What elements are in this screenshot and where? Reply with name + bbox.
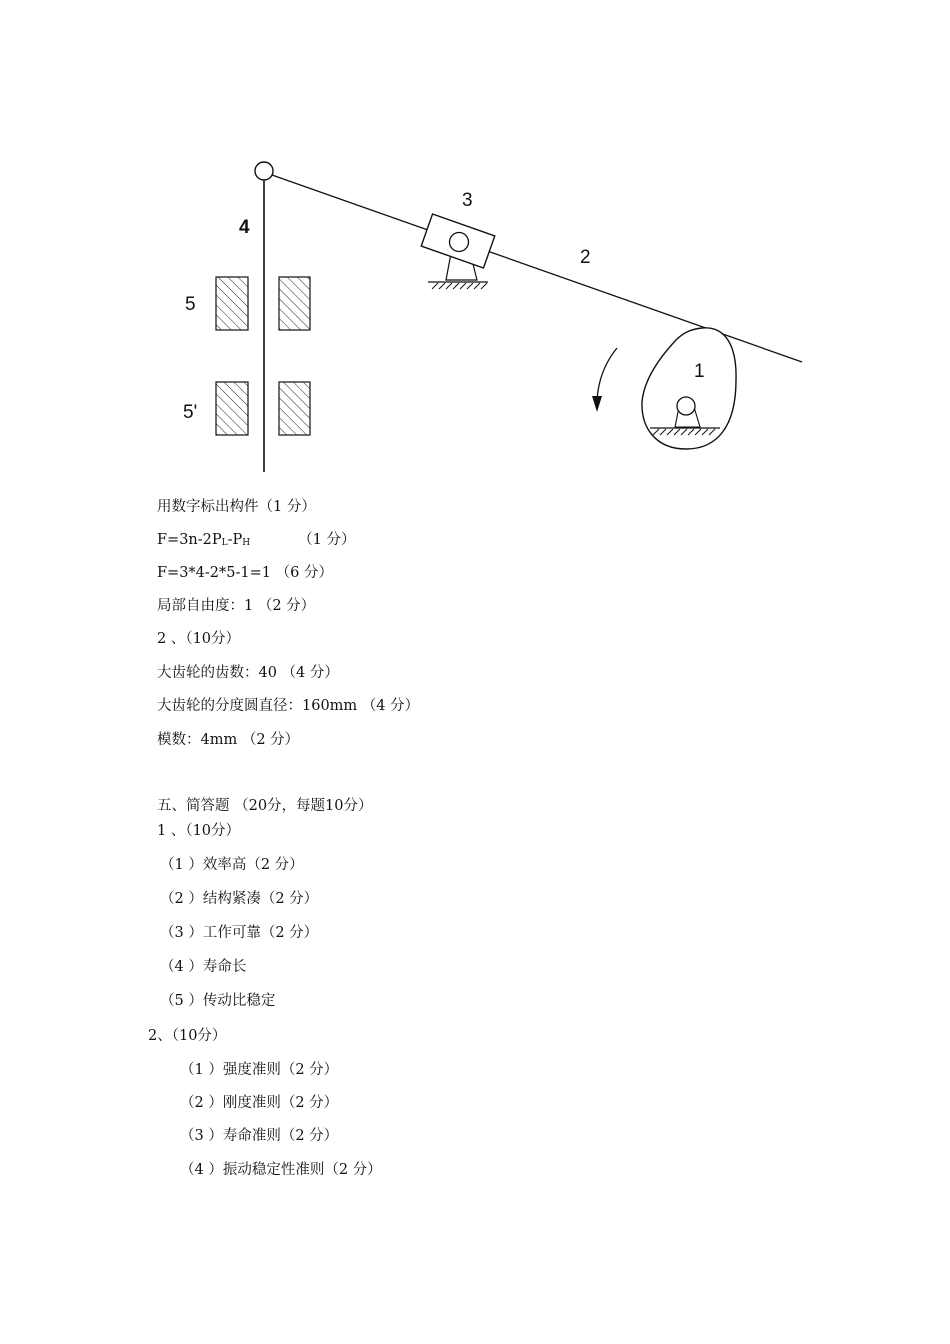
section5-title: 五、简答题 （20分，每题10分） — [157, 798, 373, 814]
formula-minus-p: -P — [227, 532, 243, 548]
guide-5-prime — [216, 382, 310, 435]
mechanism-diagram — [0, 0, 950, 490]
section5-q2-item: （3 ）寿命准则（2 分） — [180, 1128, 339, 1144]
section5-q1-item: （3 ）工作可靠（2 分） — [160, 925, 319, 941]
section5-q1-header: 1 、（10分） — [157, 823, 241, 839]
label-1: 1 — [694, 361, 705, 382]
formula-sub-h: H — [242, 538, 251, 548]
label-3: 3 — [462, 190, 473, 211]
section5-q1-item: （1 ）效率高（2 分） — [160, 857, 304, 873]
section5-q1-item: （4 ）寿命长 — [160, 959, 247, 975]
section5-q2-item: （1 ）强度准则（2 分） — [180, 1062, 339, 1078]
formula-prefix: F=3n-2P — [157, 532, 222, 548]
label-2: 2 — [580, 247, 591, 268]
label-5-prime: 5' — [183, 402, 198, 423]
section5-q1-item: （2 ）结构紧凑（2 分） — [160, 891, 319, 907]
answer-teeth: 大齿轮的齿数：40 （4 分） — [157, 665, 339, 681]
label-5: 5 — [185, 294, 196, 315]
pivot-joint — [255, 162, 273, 180]
section5-q2-header: 2、（10分） — [148, 1028, 227, 1044]
section5-q2-item: （4 ）振动稳定性准则（2 分） — [180, 1162, 382, 1178]
answer-q2-header: 2 、（10分） — [157, 631, 241, 647]
answer-calc: F=3*4-2*5-1=1 （6 分） — [157, 565, 333, 581]
section5-q1-item: （5 ）传动比稳定 — [160, 993, 276, 1009]
answer-pitch-diameter: 大齿轮的分度圆直径：160mm （4 分） — [157, 698, 420, 714]
answer-formula — [157, 530, 356, 553]
rotation-arrow — [592, 348, 617, 412]
guide-5 — [216, 277, 310, 330]
cam-1 — [642, 328, 736, 449]
formula-sub-l: L — [221, 538, 228, 548]
answer-module: 模数：4mm （2 分） — [157, 732, 300, 748]
slider-block-3 — [421, 214, 495, 289]
formula-score: （1 分） — [298, 532, 356, 548]
label-4: 4 — [239, 217, 250, 238]
answer-mark-parts: 用数字标出构件（1 分） — [157, 499, 316, 515]
answer-local-dof: 局部自由度：1 （2 分） — [157, 598, 316, 614]
section5-q2-item: （2 ）刚度准则（2 分） — [180, 1095, 339, 1111]
